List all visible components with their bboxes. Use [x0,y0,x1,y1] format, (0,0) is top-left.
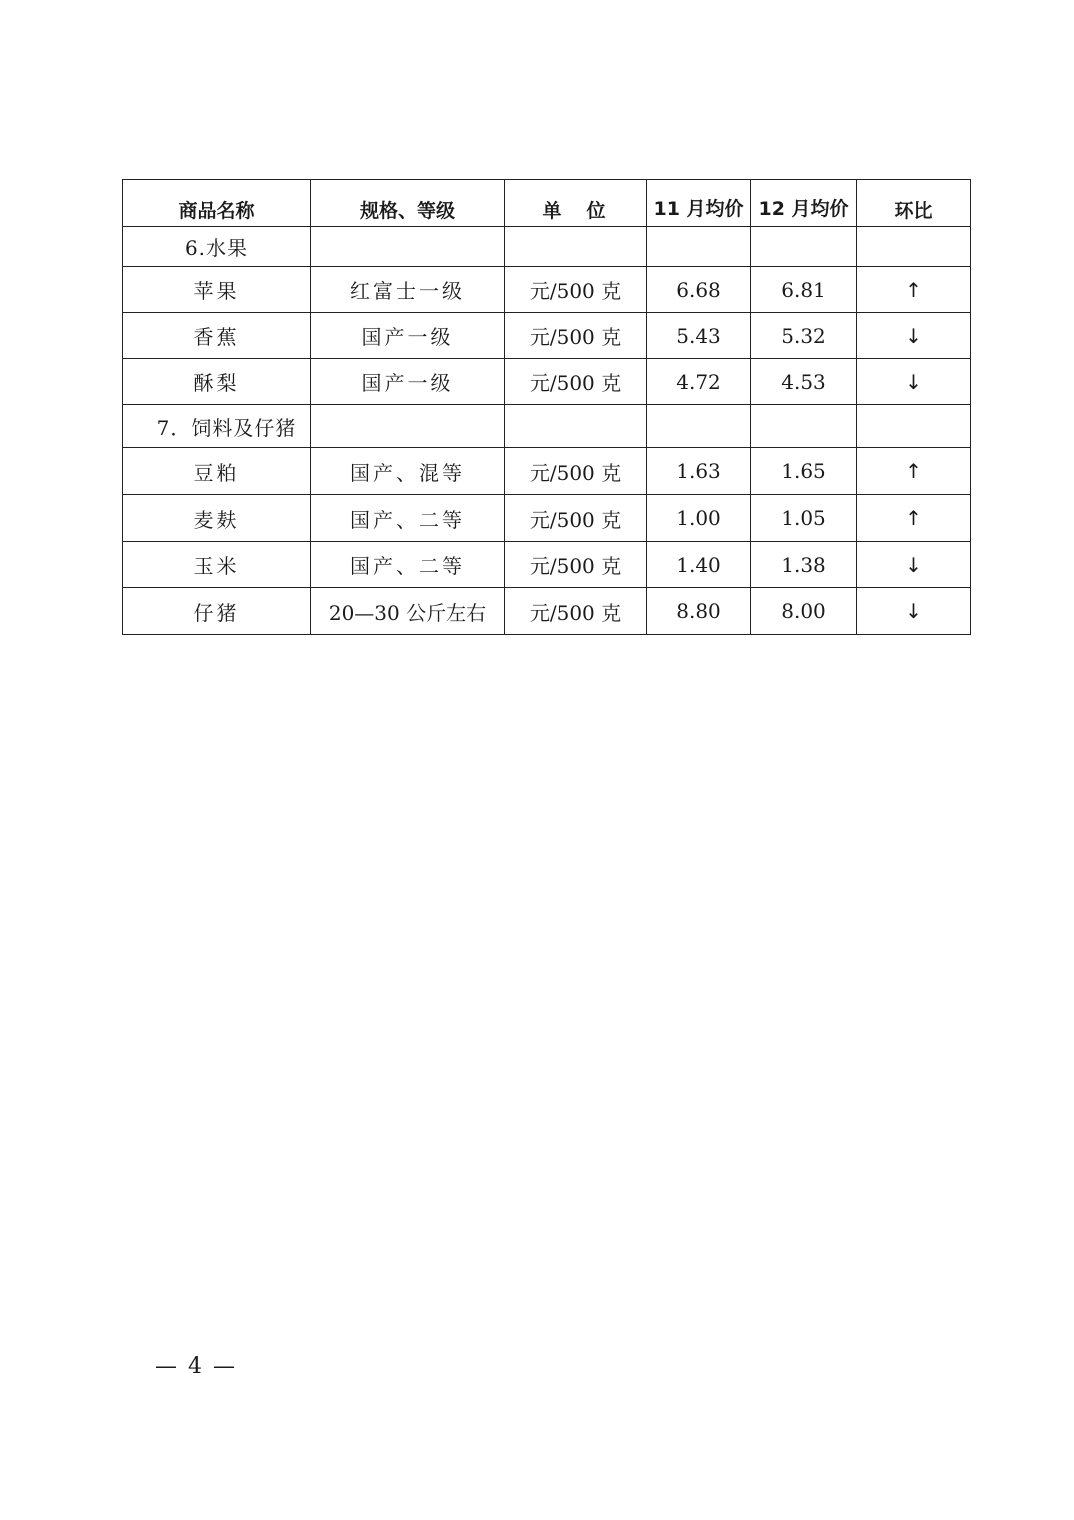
item-spec: 国产、二等 [311,495,505,542]
table-row [123,267,971,313]
category-row-feed [123,405,971,448]
empty-cell [647,405,751,448]
item-nov-price: 1.63 [647,448,751,495]
category-row-fruit [123,227,971,267]
up-arrow-icon: ↑ [857,267,971,313]
item-dec-price: 1.05 [751,495,857,542]
item-name: 玉米 [123,542,311,588]
empty-cell [505,405,647,448]
item-spec: 国产、混等 [311,448,505,495]
category-label: 6.水果 [123,227,311,267]
item-nov-price: 1.40 [647,542,751,588]
item-unit: 元/500 克 [505,448,647,495]
item-dec-price: 8.00 [751,588,857,635]
item-nov-price: 5.43 [647,313,751,359]
down-arrow-icon: ↓ [857,359,971,405]
table-row [123,495,971,542]
table-row [123,359,971,405]
empty-cell [311,405,505,448]
item-nov-price: 8.80 [647,588,751,635]
item-dec-price: 1.38 [751,542,857,588]
item-dec-price: 1.65 [751,448,857,495]
down-arrow-icon: ↓ [857,542,971,588]
header-dec-price: 12 月均价 [751,180,857,227]
header-unit: 单 位 [505,180,647,227]
item-unit: 元/500 克 [505,313,647,359]
table-row [123,588,971,635]
header-spec: 规格、等级 [311,180,505,227]
item-name: 麦麸 [123,495,311,542]
item-unit: 元/500 克 [505,588,647,635]
item-nov-price: 6.68 [647,267,751,313]
empty-cell [505,227,647,267]
empty-cell [751,405,857,448]
item-name: 酥梨 [123,359,311,405]
header-nov-price: 11 月均价 [647,180,751,227]
header-row [123,180,971,227]
table-row [123,313,971,359]
item-unit: 元/500 克 [505,542,647,588]
item-nov-price: 4.72 [647,359,751,405]
table-row [123,542,971,588]
item-spec: 20—30 公斤左右 [311,588,505,635]
item-name: 仔猪 [123,588,311,635]
empty-cell [751,227,857,267]
item-spec: 国产、二等 [311,542,505,588]
item-dec-price: 6.81 [751,267,857,313]
up-arrow-icon: ↑ [857,495,971,542]
page-number: — 4 — [155,1354,237,1379]
down-arrow-icon: ↓ [857,313,971,359]
item-spec: 国产一级 [311,359,505,405]
item-name: 豆粕 [123,448,311,495]
header-change: 环比 [857,180,971,227]
empty-cell [857,227,971,267]
price-table [122,179,971,635]
item-spec: 国产一级 [311,313,505,359]
item-dec-price: 5.32 [751,313,857,359]
empty-cell [311,227,505,267]
down-arrow-icon: ↓ [857,588,971,635]
item-name: 香蕉 [123,313,311,359]
header-name: 商品名称 [123,180,311,227]
item-nov-price: 1.00 [647,495,751,542]
category-label: 7．饲料及仔猪 [123,405,311,448]
item-unit: 元/500 克 [505,267,647,313]
table-row [123,448,971,495]
up-arrow-icon: ↑ [857,448,971,495]
empty-cell [647,227,751,267]
empty-cell [857,405,971,448]
item-name: 苹果 [123,267,311,313]
item-unit: 元/500 克 [505,495,647,542]
item-spec: 红富士一级 [311,267,505,313]
item-dec-price: 4.53 [751,359,857,405]
item-unit: 元/500 克 [505,359,647,405]
